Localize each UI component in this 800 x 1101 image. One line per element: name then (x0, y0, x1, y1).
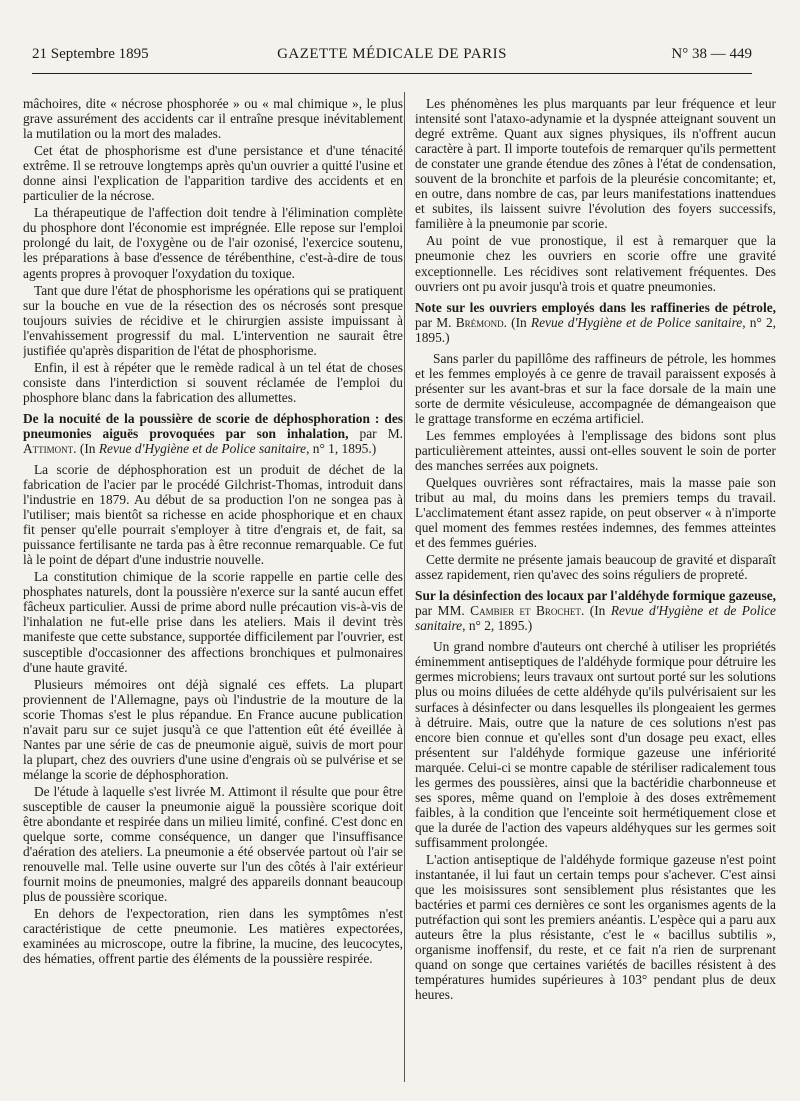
journal-name: Revue d'Hygiène et de Police sanitaire (98, 440, 307, 456)
article-heading-petrole: Note sur les ouvriers employés dans les raffineries de pétrole, par M. Brémond. (In Revue d'Hygiène et de Police sanitaire, n° 2, 1895.) (415, 299, 776, 345)
publication-title: GAZETTE MÉDICALE DE PARIS (277, 46, 507, 62)
paragraph: Tant que dure l'état de phosphorisme les opérations qui se pratiquent sur la bouche en vue de la résection des os nécrosés sont presque toujours suivies de récidive et le chirurgien assiste impuissant à l'envahissement progressif du mal. L'intervention ne saurait être justifiée qu'après disparition de l'état de phosphorisme. (23, 282, 403, 358)
journal-name: Revue d'Hygiène et de Police sanitaire (530, 314, 743, 330)
paragraph: Au point de vue pronostique, il est à remarquer que la pneumonie chez les ouvriers en scorie offre une gravité exceptionnelle. Les récidives sont relativement fréquentes. Des ouvriers ont pu avoir jusqu'à trois et quatre pneumonies. (415, 233, 776, 294)
paragraph: Les phénomènes les plus marquants par leur fréquence et leur intensité sont l'ataxo-adynamie et la dyspnée atteignant souvent un degré extrême. Quant aux signes physiques, ils n'offrent aucun caractère à part. Il importe toutefois de remarquer qu'ils permettent de constater une grande étendue des zônes à l'état de condensation, souvent de la bronchite et parfois de la pleurésie concomitante; et, en outre, dans nombre de cas, par leurs manifestations inattendues et subites, ils laissent suivre l'évolution des foyers successifs, familière à la pneumonie par scorie. (415, 96, 776, 232)
paragraph: Plusieurs mémoires ont déjà signalé ces effets. La plupart proviennent de l'Allemagne, pays où l'industrie de la mouture de la scorie Thomas s'est le plus répandue. En France aucune publication n'avait paru sur ce sujet jusqu'à ce que l'attention eût été éveillée à Nantes par une série de cas de pneumonie aiguë, suivis de mort pour la plupart, chez des ouvriers d'une usine d'engrais où se pulvérise et se mélange la scorie de déphosphoration. (23, 676, 403, 782)
issue-and-page-number: N° 38 — 449 (671, 46, 752, 62)
article-title: De la nocuité de la poussière de scorie de déphosphoration : des pneumonies aiguës provoquées par son inhalation, (23, 410, 403, 441)
paragraph: En dehors de l'expectoration, rien dans les symptômes n'est caractéristique de cette pneumonie. Les matières expectorées, examinées au microscope, outre la fibrine, la mucine, des leucocytes, des hématies, offrent partie des éléments de la poussière respirée. (23, 906, 403, 967)
left-column (23, 96, 403, 1086)
paragraph: Cette dermite ne présente jamais beaucoup de gravité et disparaît assez rapidement, rien qu'avec des soins réguliers de propreté. (415, 552, 776, 583)
issue-date: 21 Septembre 1895 (32, 46, 149, 62)
article-heading-scorie: De la nocuité de la poussière de scorie de déphosphoration : des pneumonies aiguës provoquées par son inhalation, par M. Attimont. (In Revue d'Hygiène et de Police sanitaire, n° 1, 1895.) (23, 410, 403, 456)
header-rule (32, 73, 752, 74)
paragraph: L'action antiseptique de l'aldéhyde formique gazeuse n'est point instantanée, il lui faut un certain temps pour s'achever. C'est ainsi que les moisissures sont sensiblement plus résistantes que les bactéries et parmi ces dernières ce sont les organismes agents de la putréfaction qui sont les premiers anéantis. L'espèce qui a paru aux auteurs être la plus résistante, c'est le « bacillus subtilis », organisme inoffensif, du reste, et ce fait n'a rien de surprenant quand on songe que certaines variétés de bacilles résistent à des températures humides supérieures à 103° pendant plus de deux heures. (415, 851, 776, 1003)
article-heading-aldehyde: Sur la désinfection des locaux par l'aldéhyde formique gazeuse, par MM. Cambier et Brochet. (In Revue d'Hygiène et de Police sanitaire, n° 2, 1895.) (415, 588, 776, 634)
article-author: Cambier et Brochet (470, 603, 581, 619)
column-divider (404, 92, 405, 1082)
paragraph: La thérapeutique de l'affection doit tendre à l'élimination complète du phosphore dont l'économie est imprégnée. Elle repose sur l'emploi prolongé du lait, de l'oxygène ou de l'air ozonisé, l'exercice soutenu, les préparations à base d'essence de térébenthine, c'est-à-dire de tous agents propres à provoquer l'oxydation du toxique. (23, 205, 403, 281)
running-head (32, 46, 752, 66)
paragraph: Cet état de phosphorisme est d'une persistance et d'une ténacité extrême. Il se retrouve longtemps après qu'un ouvrier a quitté l'usine et donne ainsi l'explication de l'apparition tardive des accidents et en particulier de la nécrose. (23, 143, 403, 204)
paragraph: Enfin, il est à répéter que le remède radical à un tel état de choses consiste dans l'interdiction si souvent réclamée de l'emploi du phosphore blanc dans la fabrication des allumettes. (23, 359, 403, 405)
paragraph: De l'étude à laquelle s'est livrée M. Attimont il résulte que pour être susceptible de causer la pneumonie aiguë la poussière scorique doit être abondante et respirée dans un milieu limité, confiné. C'est donc en quelque sorte, comme conséquence, un danger que l'insuffisance d'aération des ateliers. La pneumonie a été observée partout où l'air se renouvelle mal. Telle usine ouverte sur l'un des côtés à l'air extérieur fournit moins de pneumonies, malgré des appareils donnant beaucoup plus de poussière scorique. (23, 783, 403, 905)
paragraph: Un grand nombre d'auteurs ont cherché à utiliser les propriétés éminemment antiseptiques de l'aldéhyde formique pour détruire les germes microbiens; leurs travaux ont surtout porté sur les solutions plus ou moins diluées de cette aldéhyde qu'ils pulvérisaient sur les surfaces à désinfecter ou dans lesquelles ils plongeaient les germes à détruire. Mais, outre que la nature de ces solutions n'est pas encore bien connue et qu'elles sont d'un dosage peu exact, elles présentent sur l'aldéhyde formique gazeuse une infériorité marquée. Celui-ci se montre capable de stériliser radicalement tous les germes des poussières, ainsi que la bactéridie charbonneuse et ses spores, même quand on l'emploie à des doses extrêmement faibles, à la condition que l'enceinte soit hermétiquement close et que la durée de l'action des vapeurs aldéhyques sur les germes soit suffisamment prolongée. (415, 639, 776, 850)
article-author: Brémond (455, 314, 504, 330)
paragraph: La scorie de déphosphoration est un produit de déchet de la fabrication de l'acier par le procédé Gilchrist-Thomas, introduit dans l'industrie en 1879. Au début de sa production l'on ne songea pas à l'utiliser; mais bientôt sa richesse en acide phosphorique et en chaux fit penser qu'elle pourrait s'employer à titre d'engrais et, de fait, sa puissance fertilisante ne tarda pas à être reconnue remarquable. Ce fut là le point de départ d'une industrie nouvelle. (23, 461, 403, 568)
right-column (415, 96, 776, 1086)
article-title: Note sur les ouvriers employés dans les raffineries de pétrole, (415, 299, 776, 315)
paragraph: Quelques ouvrières sont réfractaires, mais la masse paie son tribut au mal, du moins dans les premiers temps du travail. L'acclimatement étant assez rapide, on peut observer « à n'importe quel moment des femmes restées indemnes, des femmes atteintes et des femmes guéries. (415, 474, 776, 551)
paragraph: La constitution chimique de la scorie rappelle en partie celle des phosphates naturels, dont la poussière n'exerce sur la santé aucun effet fâcheux particulier. Aussi de prime abord nulle précaution vis-à-vis de l'inhalation ne fut-elle prise dans les ateliers. Mais il devint très manifeste que cette substance, supportée difficilement par l'ouvrier, est susceptible d'occasionner des affections bronchiques et pulmonaires d'une haute gravité. (23, 569, 403, 675)
article-author: Attimont (23, 440, 74, 456)
paragraph: Sans parler du papillôme des raffineurs de pétrole, les hommes et les femmes employés à ce genre de travail paraissent exposés à présenter sur les avant-bras et sur la face dorsale de la main une sorte de dermite vésiculeuse, accompagnée de démangeaison que le grattage transforme en eczéma artificiel. (415, 350, 776, 426)
paragraph: Les femmes employées à l'emplissage des bidons sont plus particulièrement atteintes, aussi ont-elles souvent le soin de porter des manches serrées aux poignets. (415, 427, 776, 473)
journal-name: Revue d'Hygiène et de Police sanitaire (415, 603, 776, 634)
paragraph: mâchoires, dite « nécrose phosphorée » ou « mal chimique », le plus grave assurément des accidents car il entraîne presque inévitablement la mutilation ou la mort des malades. (23, 96, 403, 142)
article-title: Sur la désinfection des locaux par l'aldéhyde formique gazeuse, (415, 588, 776, 604)
